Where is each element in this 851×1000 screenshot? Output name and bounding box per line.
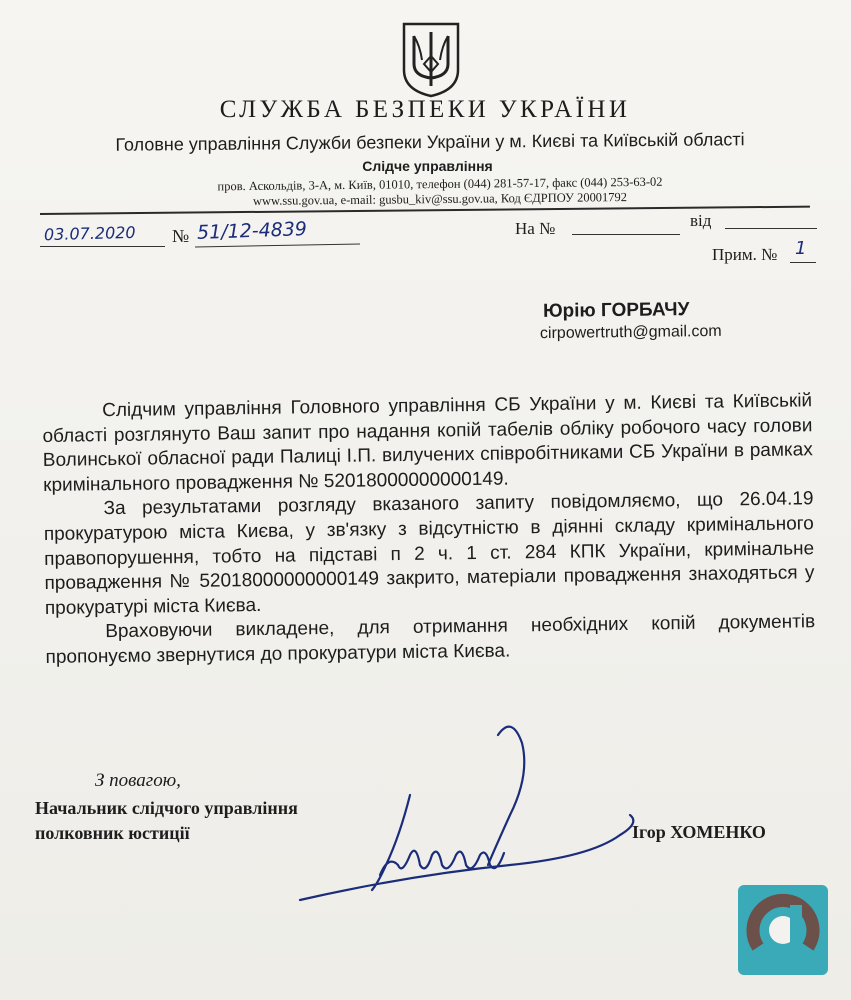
copy-underline xyxy=(790,262,816,263)
addressee-name: Юрію ГОРБАЧУ xyxy=(542,299,690,322)
number-underline xyxy=(195,244,360,248)
copy-label: Прим. № xyxy=(712,245,778,264)
signer-position: Начальник слідчого управління xyxy=(35,798,298,818)
signer-rank: полковник юстиції xyxy=(35,823,190,843)
body-paragraph: Враховуючи викладене, для отримання необхідних копій документів пропонуємо звернутися до прокуратури міста Києва. xyxy=(45,611,816,668)
copy-number: 1 xyxy=(795,238,807,259)
contacts-line: www.ssu.gov.ua, e-mail: gusbu_kiv@ssu.gov.ua, Код ЄДРПОУ 20001792 xyxy=(252,190,628,208)
date-underline xyxy=(40,246,165,247)
outgoing-date: 03.07.2020 xyxy=(43,222,136,245)
reference-date-field xyxy=(725,228,817,229)
number-label: № xyxy=(172,226,190,246)
closing-phrase: З повагою, xyxy=(95,770,181,791)
trident-coat-of-arms-icon xyxy=(400,20,462,98)
addressee-email: cirpowertruth@gmail.com xyxy=(539,322,722,343)
signer-name: Ігор ХОМЕНКО xyxy=(632,822,766,842)
reference-date-label: від xyxy=(690,211,712,230)
outgoing-number: 51/12-4839 xyxy=(196,218,308,244)
body-paragraph: Слідчим управління Головного управління СБ України у м. Києві та Київській області розглянуто Ваш запит про надання копій табелів обліку робочого часу голови Волинської обласної ради Палиці І.П. вилучених співробітниками СБ України в рамках кримінального провадження № 52018000000000149. xyxy=(42,390,813,496)
reference-number-label: На № xyxy=(515,219,556,238)
publisher-logo-icon xyxy=(738,885,828,975)
department-name: Слідче управління xyxy=(362,158,493,174)
handwritten-signature xyxy=(260,715,660,905)
reference-number-field xyxy=(572,234,680,235)
org-title: СЛУЖБА БЕЗПЕКИ УКРАЇНИ xyxy=(219,96,631,123)
letter-body xyxy=(42,389,816,670)
org-subtitle: Головне управління Служби безпеки України у м. Києві та Київській області xyxy=(115,129,745,155)
body-paragraph: За результатами розгляду вказаного запиту повідомляємо, що 26.04.19 прокуратурою міста Києва, у зв'язку з відсутністю в діянні складу кримінального правопорушення, тобто на підставі п 2 ч. 1 ст. 284 КПК України, кримінальне провадження № 52018000000000149 закрито, матеріали провадження знаходяться у прокуратурі міста Києва. xyxy=(43,488,815,619)
address-line: пров. Аскольдів, 3-А, м. Київ, 01010, телефон (044) 281-57-17, факс (044) 253-63-02 xyxy=(217,174,663,194)
